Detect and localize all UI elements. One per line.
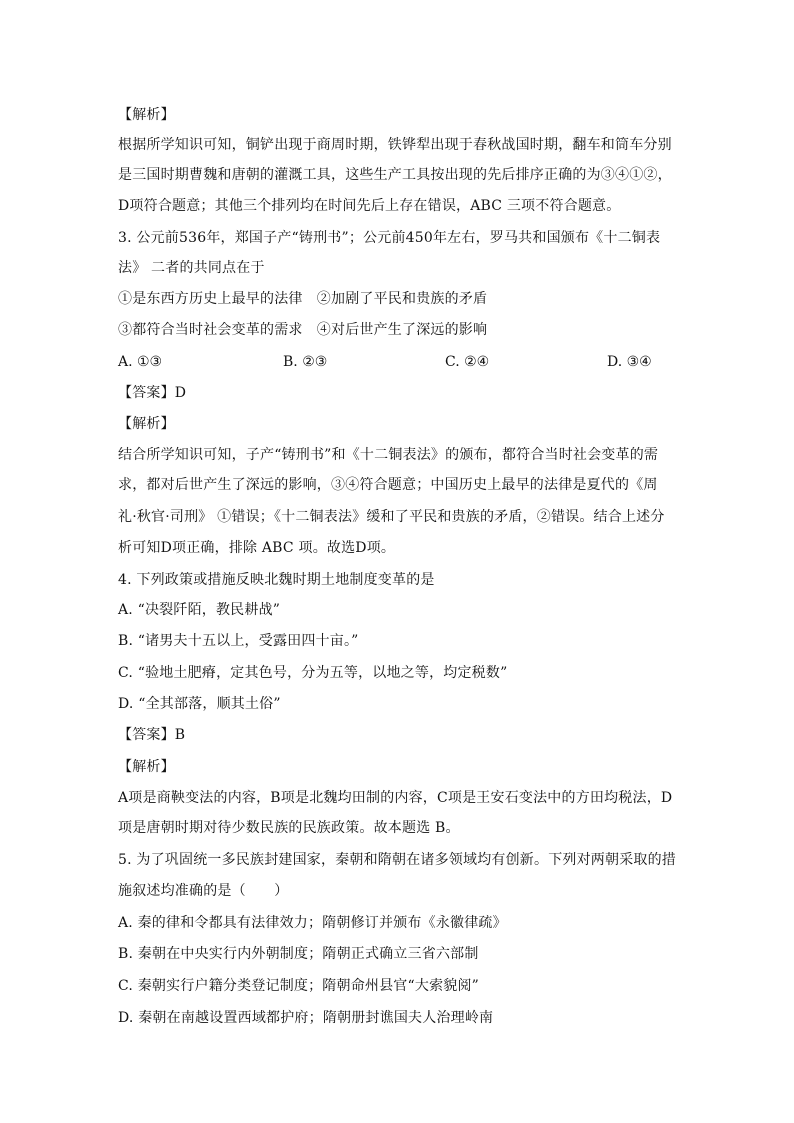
question-3-option-a: A. ①③ bbox=[118, 354, 163, 370]
question-3-stem: 3. 公元前536年，郑国子产“铸刑书”；公元前450年左右，罗马共和国颁布《十二铜表 bbox=[118, 230, 661, 246]
answer-label: 【答案】B bbox=[118, 727, 186, 743]
question-4-stem: 4. 下列政策或措施反映北魏时期土地制度变革的是 bbox=[118, 572, 435, 588]
analysis-text-line: 析可知D项正确，排除 ABC 项。故选D项。 bbox=[118, 540, 396, 556]
question-5-option-c: C. 秦朝实行户籍分类登记制度；隋朝命州县官“大索貌阅” bbox=[118, 978, 480, 994]
question-5-stem: 5. 为了巩固统一多民族封建国家，秦朝和隋朝在诸多领域均有创新。下列对两朝采取的措 bbox=[118, 852, 677, 868]
question-3-statements: ③都符合当时社会变革的需求 ④对后世产生了深远的影响 bbox=[118, 322, 488, 338]
question-4-option-a: A. “决裂阡陌，教民耕战” bbox=[118, 602, 281, 618]
question-5-stem-cont: 施叙述均准确的是（ ） bbox=[118, 883, 289, 899]
question-4-option-b: B. “诸男夫十五以上，受露田四十亩。” bbox=[118, 633, 359, 649]
question-4-option-d: D. “全其部落，顺其土俗” bbox=[118, 696, 281, 712]
analysis-text-line: 求，都对后世产生了深远的影响，③④符合题意；中国历史上最早的法律是夏代的《周 bbox=[118, 477, 658, 493]
analysis-text-line: 结合所学知识可知，子产“铸刑书”和《十二铜表法》的颁布，都符合当时社会变革的需 bbox=[118, 447, 659, 463]
question-5-option-a: A. 秦的律和令都具有法律效力；隋朝修订并颁布《永徽律疏》 bbox=[118, 915, 507, 931]
section-heading-analysis: 【解析】 bbox=[118, 107, 175, 123]
analysis-text-line: D项符合题意；其他三个排列均在时间先后上存在错误，ABC 三项不符合题意。 bbox=[118, 198, 621, 214]
analysis-text-line: 是三国时期曹魏和唐朝的灌溉工具，这些生产工具按出现的先后排序正确的为③④①②， bbox=[118, 167, 672, 183]
question-3-option-d: D. ③④ bbox=[607, 354, 652, 370]
question-3-stem-cont: 法》 二者的共同点在于 bbox=[118, 260, 265, 276]
question-4-option-c: C. “验地土肥瘠，定其色号，分为五等，以地之等，均定税数” bbox=[118, 665, 508, 681]
analysis-text-line: A项是商鞅变法的内容，B项是北魏均田制的内容，C项是王安石变法中的方田均税法，D bbox=[118, 790, 673, 806]
analysis-text-line: 根据所学知识可知，铜铲出现于商周时期，铁铧犁出现于春秋战国时期，翻车和筒车分别 bbox=[118, 137, 672, 153]
question-5-option-b: B. 秦朝在中央实行内外朝制度；隋朝正式确立三省六部制 bbox=[118, 946, 479, 962]
question-3-option-c: C. ②④ bbox=[445, 354, 490, 370]
question-3-statements: ①是东西方历史上最早的法律 ②加剧了平民和贵族的矛盾 bbox=[118, 291, 488, 307]
section-heading-analysis: 【解析】 bbox=[118, 416, 175, 432]
analysis-text-line: 项是唐朝时期对待少数民族的民族政策。故本题选 B。 bbox=[118, 820, 460, 836]
analysis-text-line: 礼·秋官·司刑》 ①错误；《十二铜表法》缓和了平民和贵族的矛盾，②错误。结合上述分 bbox=[118, 509, 665, 525]
section-heading-analysis: 【解析】 bbox=[118, 759, 175, 775]
answer-label: 【答案】D bbox=[118, 385, 187, 401]
question-5-option-d: D. 秦朝在南越设置西域都护府；隋朝册封谯国夫人治理岭南 bbox=[118, 1010, 494, 1026]
question-3-option-b: B. ②③ bbox=[283, 354, 328, 370]
